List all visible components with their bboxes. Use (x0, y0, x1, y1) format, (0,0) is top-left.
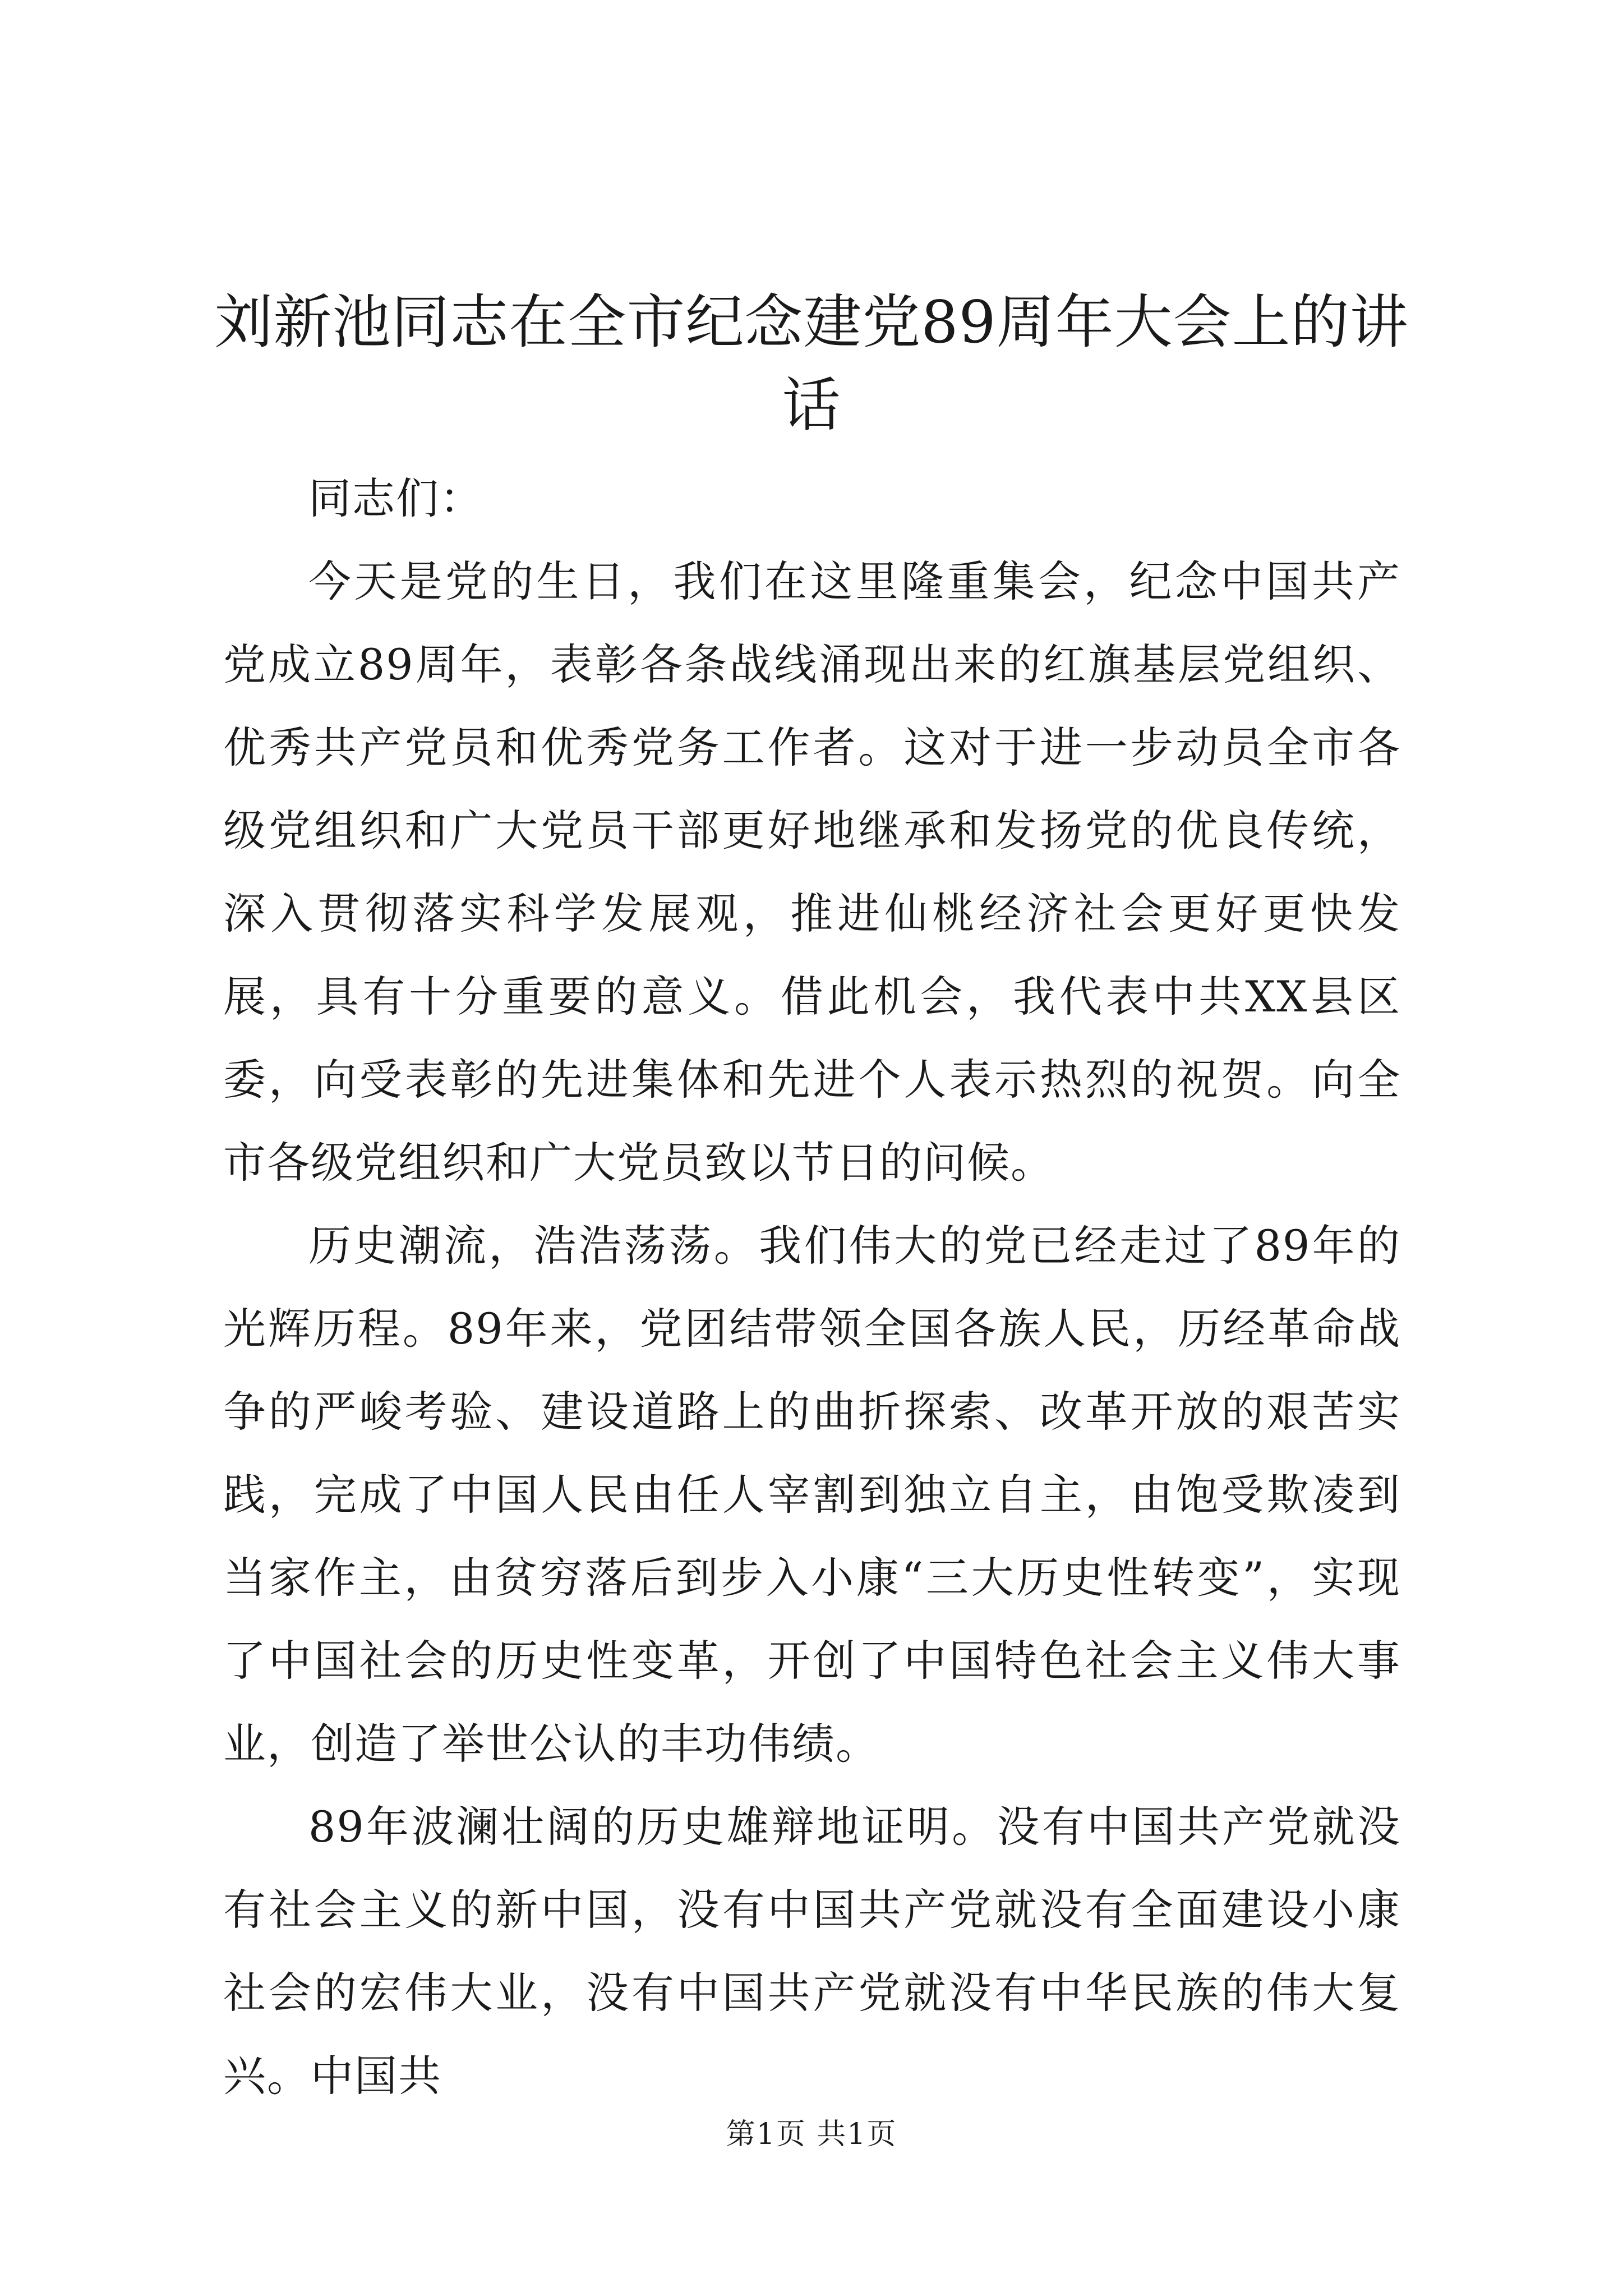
paragraph-3: 89年波澜壮阔的历史雄辩地证明。没有中国共产党就没有社会主义的新中国，没有中国共产党就没有全面建设小康社会的宏伟大业，没有中国共产党就没有中华民族的伟大复兴。中国共 (223, 1802, 1401, 2101)
paragraph-1: 今天是党的生日，我们在这里隆重集会，纪念中国共产党成立89周年，表彰各条战线涌现出来的红旗基层党组织、优秀共产党员和优秀党务工作者。这对于进一步动员全市各级党组织和广大党员干部更好地继承和发扬党的优良传统，深入贯彻落实科学发展观，推进仙桃经济社会更好更快发展，具有十分重要的意义。借此机会，我代表中共XX县区委，向受表彰的先进集体和先进个人表示热烈的祝贺。向全市各级党组织和广大党员致以节日的问候。 (223, 556, 1401, 1188)
document-title: 刘新池同志在全市纪念建党89周年大会上的讲话 (214, 288, 1409, 439)
greeting: 同志们： (308, 473, 483, 523)
page-footer: 第1页 共1页 (726, 2118, 897, 2151)
document-body (223, 457, 1401, 2118)
paragraph-2: 历史潮流，浩浩荡荡。我们伟大的党已经走过了89年的光辉历程。89年来，党团结带领全国各族人民，历经革命战争的严峻考验、建设道路上的曲折探索、改革开放的艰苦实践，完成了中国人民由任人宰割到独立自主，由饱受欺凌到当家作主，由贫穷落后到步入小康“三大历史性转变”，实现了中国社会的历史性变革，开创了中国特色社会主义伟大事业，创造了举世公认的丰功伟绩。 (223, 1221, 1401, 1769)
